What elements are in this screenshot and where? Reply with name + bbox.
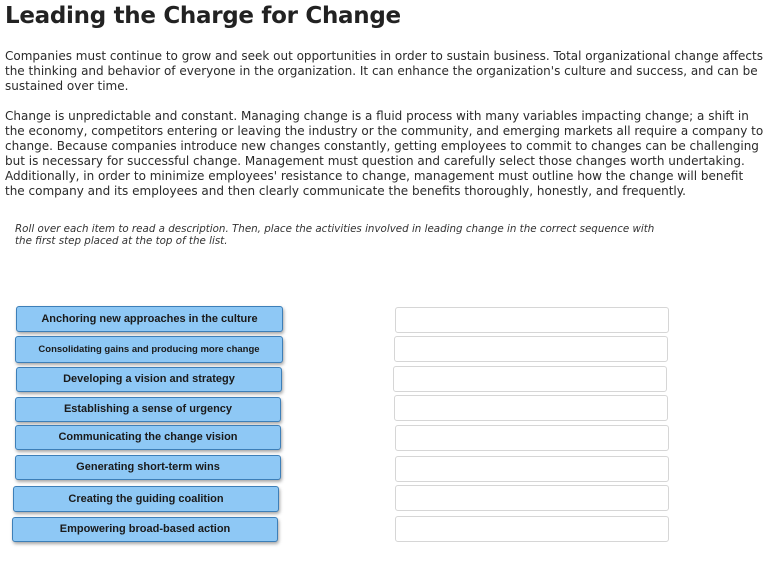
drop-slot-2[interactable] [394,336,668,362]
drag-item-creating[interactable]: Creating the guiding coalition [13,486,279,512]
drop-slot-1[interactable] [395,307,669,333]
drag-item-consolidating[interactable]: Consolidating gains and producing more change [15,336,283,363]
drag-item-empowering[interactable]: Empowering broad-based action [12,517,278,542]
drop-slot-7[interactable] [395,485,669,511]
drag-item-developing[interactable]: Developing a vision and strategy [16,367,282,392]
activity-instructions: Roll over each item to read a description. Then, place the activities involved in leading change in the correct sequence with the first step placed at the top of the list. [15,223,655,247]
drop-slot-5[interactable] [395,425,669,451]
drop-slot-3[interactable] [393,366,667,392]
drop-slot-8[interactable] [395,516,669,542]
drop-slot-4[interactable] [394,395,668,421]
drag-item-communicating[interactable]: Communicating the change vision [15,425,281,450]
drag-item-generating[interactable]: Generating short-term wins [15,455,281,480]
intro-paragraph: Companies must continue to grow and seek out opportunities in order to sustain business. Total organizational change affects the thinking and behavior of everyone in the organization. It can enhance the organization's culture and success, and can be sustained over time. [5,49,763,93]
drop-slot-6[interactable] [395,456,669,482]
page-title: Leading the Charge for Change [5,3,401,29]
change-paragraph: Change is unpredictable and constant. Managing change is a fluid process with many variables impacting change; a shift in the economy, competitors entering or leaving the industry or the community, and emerging markets all require a company to change. Because companies introduce new changes constantly, getting employees to commit to changes can be challenging but is necessary for successful change. Management must question and carefully select those changes worth undertaking. Additionally, in order to minimize employees' resistance to change, management must outline how the change will benefit the company and its employees and then clearly communicate the benefits thoroughly, honestly, and frequently. [5,109,764,198]
drag-item-establishing[interactable]: Establishing a sense of urgency [15,397,281,422]
drag-item-anchoring[interactable]: Anchoring new approaches in the culture [16,306,283,332]
